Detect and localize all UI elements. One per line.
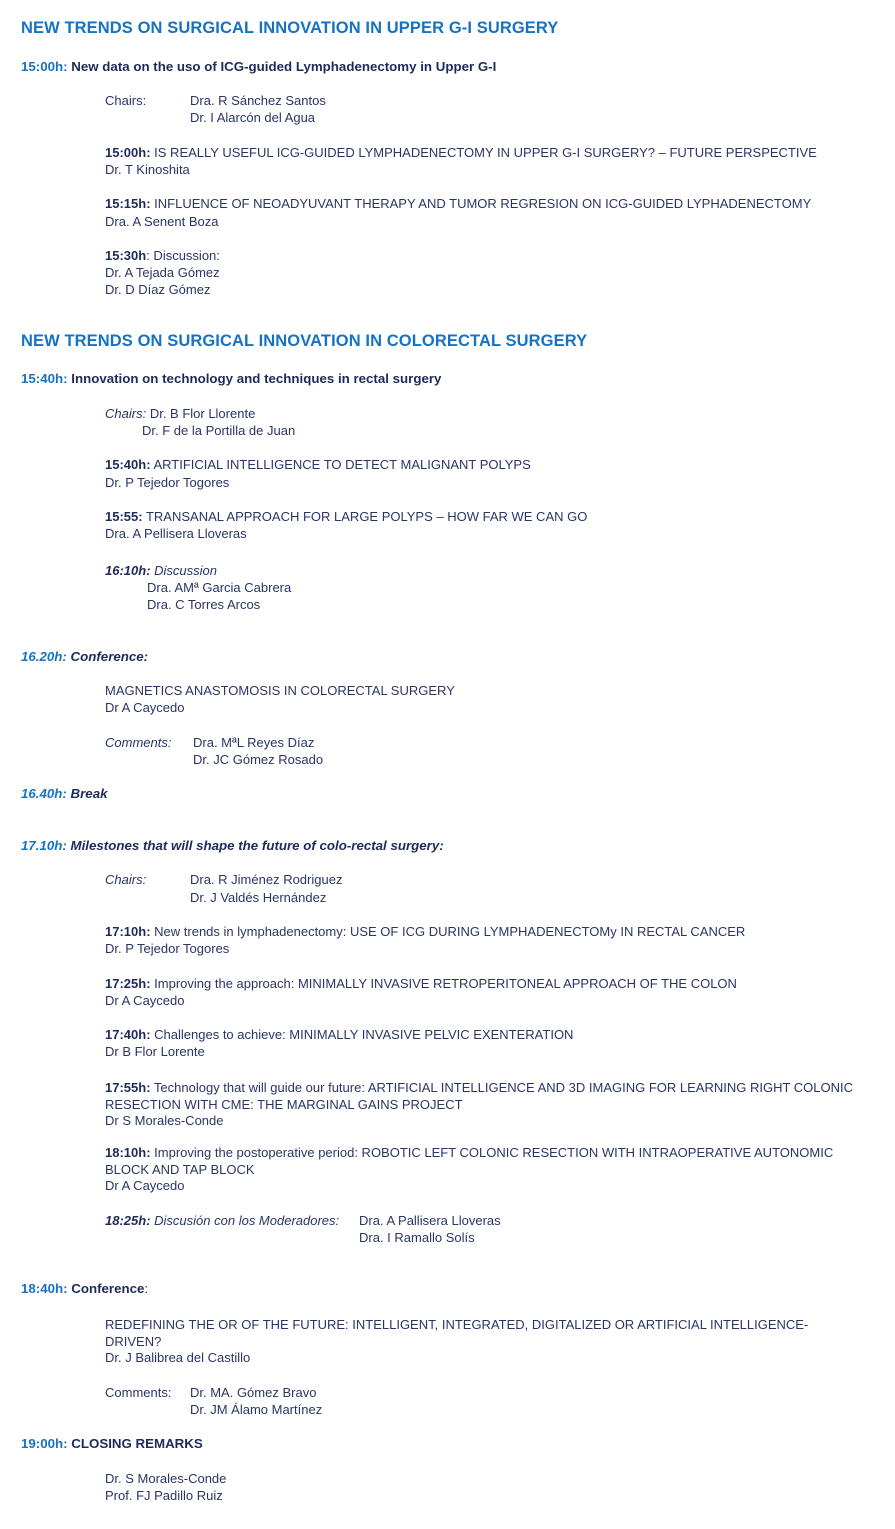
talk-title bbox=[105, 924, 745, 939]
chairs-line bbox=[105, 406, 255, 421]
conference-label: Conference bbox=[71, 1281, 145, 1296]
discussion-time: 18:25h: bbox=[105, 1213, 151, 1228]
conference-label: Conference: bbox=[70, 649, 149, 664]
speaker-name: Dr A Caycedo bbox=[105, 1178, 185, 1193]
discussion-label: : Discussion: bbox=[146, 248, 220, 263]
speaker-name: Dra. A Pellisera Lloveras bbox=[105, 526, 247, 541]
talk-time: 17:55h: bbox=[105, 1080, 151, 1095]
discussion-line bbox=[105, 563, 217, 578]
discussant-name: Dr. D Díaz Gómez bbox=[105, 282, 211, 297]
talk-time: 17:10h: bbox=[105, 924, 151, 939]
talk-title-text: INFLUENCE OF NEOADYUVANT THERAPY AND TUMOR REGRESION ON ICG-GUIDED LYPHADENECTOMY bbox=[154, 196, 812, 211]
speaker-name: Dr. P Tejedor Togores bbox=[105, 475, 230, 490]
closing-label: CLOSING REMARKS bbox=[71, 1436, 203, 1451]
talk-title bbox=[105, 976, 737, 991]
talk-title-text: Improving the approach: MINIMALLY INVASIVE RETROPERITONEAL APPROACH OF THE COLON bbox=[154, 976, 737, 991]
discussion-line bbox=[105, 1213, 339, 1228]
chair-name: Dr. J Valdés Hernández bbox=[190, 890, 327, 905]
session-time: 15:40h: bbox=[21, 371, 68, 386]
talk-title-text: Technology that will guide our future: ARTIFICIAL INTELLIGENCE AND 3D IMAGING FOR LEARNING RIGHT COLONIC RESECTION WITH CME: THE MARGINAL GAINS PROJECT bbox=[105, 1080, 854, 1112]
talk-title-text: Challenges to achieve: MINIMALLY INVASIVE PELVIC EXENTERATION bbox=[154, 1027, 574, 1042]
talk-title bbox=[105, 1144, 850, 1178]
closing-time: 19:00h: bbox=[21, 1436, 68, 1451]
session-header bbox=[21, 838, 444, 853]
discussant-name: Dra. C Torres Arcos bbox=[147, 597, 261, 612]
discussion-line bbox=[105, 248, 220, 263]
talk-title bbox=[105, 196, 811, 211]
talk-time: 15:40h: bbox=[105, 457, 151, 472]
talk-title-text: IS REALLY USEFUL ICG-GUIDED LYMPHADENECTOMY IN UPPER G-I SURGERY? – FUTURE PERSPECTIVE bbox=[154, 145, 817, 160]
chair-name: Dr. I Alarcón del Agua bbox=[190, 110, 316, 125]
comments-label: Comments: bbox=[105, 1385, 172, 1400]
speaker-name: Dr B Flor Lorente bbox=[105, 1044, 205, 1059]
closing-speaker: Prof. FJ Padillo Ruiz bbox=[105, 1488, 223, 1503]
closing-header bbox=[21, 1436, 203, 1451]
speaker-name: Dr S Morales-Conde bbox=[105, 1113, 224, 1128]
speaker-name: Dr. P Tejedor Togores bbox=[105, 941, 230, 956]
chairs-label: Chairs: bbox=[105, 872, 147, 887]
conference-time: 16.20h: bbox=[21, 649, 67, 664]
talk-title-text: ARTIFICIAL INTELLIGENCE TO DETECT MALIGNANT POLYPS bbox=[153, 457, 531, 472]
break-label: Break bbox=[70, 786, 108, 801]
closing-speaker: Dr. S Morales-Conde bbox=[105, 1471, 227, 1486]
talk-title bbox=[105, 509, 587, 524]
session-time: 15:00h: bbox=[21, 59, 68, 74]
discussant-name: Dra. I Ramallo Solís bbox=[359, 1230, 475, 1245]
talk-time: 15:55: bbox=[105, 509, 143, 524]
break-time: 16.40h: bbox=[21, 786, 67, 801]
chair-name: Dra. R Sánchez Santos bbox=[190, 93, 326, 108]
chairs-label: Chairs: bbox=[105, 93, 147, 108]
conference-header bbox=[21, 649, 148, 664]
section-heading-colorectal: NEW TRENDS ON SURGICAL INNOVATION IN COLORECTAL SURGERY bbox=[21, 332, 588, 350]
discussant-name: Dra. AMª Garcia Cabrera bbox=[147, 580, 292, 595]
conference-title: MAGNETICS ANASTOMOSIS IN COLORECTAL SURGERY bbox=[105, 683, 455, 698]
break-line bbox=[21, 786, 108, 801]
discussion-label: Discusión con los Moderadores: bbox=[154, 1213, 340, 1228]
commenter-name: Dr. MA. Gómez Bravo bbox=[190, 1385, 317, 1400]
chair-name: Dr. F de la Portilla de Juan bbox=[142, 423, 296, 438]
talk-title-text: New trends in lymphadenectomy: USE OF ICG DURING LYMPHADENECTOMy IN RECTAL CANCER bbox=[154, 924, 746, 939]
chair-name: Dr. B Flor Llorente bbox=[149, 406, 256, 421]
discussant-name: Dra. A Pallisera Lloveras bbox=[359, 1213, 501, 1228]
session-title: Innovation on technology and techniques in rectal surgery bbox=[71, 371, 442, 386]
talk-title-text: TRANSANAL APPROACH FOR LARGE POLYPS – HOW FAR WE CAN GO bbox=[145, 509, 588, 524]
conference-header: 18:40h: Conference: bbox=[21, 1281, 149, 1296]
discussant-name: Dr. A Tejada Gómez bbox=[105, 265, 220, 280]
talk-title bbox=[105, 457, 531, 472]
discussion-label: Discussion bbox=[154, 563, 218, 578]
commenter-name: Dr. JM Álamo Martínez bbox=[190, 1402, 323, 1417]
session-title: New data on the uso of ICG-guided Lymphadenectomy in Upper G-I bbox=[71, 59, 497, 74]
talk-time: 17:40h: bbox=[105, 1027, 151, 1042]
commenter-name: Dr. JC Gómez Rosado bbox=[193, 752, 324, 767]
talk-title-text: Improving the postoperative period: ROBOTIC LEFT COLONIC RESECTION WITH INTRAOPERATIVE AUTONOMIC BLOCK AND TAP BLOCK bbox=[105, 1145, 834, 1177]
speaker-name: Dr. J Balibrea del Castillo bbox=[105, 1350, 251, 1365]
session-time: 17.10h: bbox=[21, 838, 67, 853]
discussion-time: 16:10h: bbox=[105, 563, 151, 578]
talk-title bbox=[105, 145, 817, 160]
speaker-name: Dra. A Senent Boza bbox=[105, 214, 219, 229]
speaker-name: Dr A Caycedo bbox=[105, 993, 185, 1008]
talk-time: 18:10h: bbox=[105, 1145, 151, 1160]
discussion-time: 15:30h bbox=[105, 248, 147, 263]
talk-time: 17:25h: bbox=[105, 976, 151, 991]
talk-title bbox=[105, 1027, 573, 1042]
talk-time: 15:15h: bbox=[105, 196, 151, 211]
session-header bbox=[21, 59, 496, 74]
commenter-name: Dra. MªL Reyes Díaz bbox=[193, 735, 315, 750]
speaker-name: Dr. T Kinoshita bbox=[105, 162, 190, 177]
talk-time: 15:00h: bbox=[105, 145, 151, 160]
session-header bbox=[21, 371, 441, 386]
talk-title bbox=[105, 1079, 865, 1113]
conference-time: 18:40h: bbox=[21, 1281, 68, 1296]
section-heading-upper-gi: NEW TRENDS ON SURGICAL INNOVATION IN UPPER G-I SURGERY bbox=[21, 19, 559, 37]
speaker-name: Dr A Caycedo bbox=[105, 700, 185, 715]
conference-title: REDEFINING THE OR OF THE FUTURE: INTELLIGENT, INTEGRATED, DIGITALIZED OR ARTIFICIAL INTELLIGENCE-DRIVEN? bbox=[105, 1317, 809, 1349]
chair-name: Dra. R Jiménez Rodriguez bbox=[190, 872, 343, 887]
session-title: Milestones that will shape the future of colo-rectal surgery: bbox=[70, 838, 444, 853]
chairs-label: Chairs: bbox=[105, 406, 147, 421]
comments-label: Comments: bbox=[105, 735, 172, 750]
